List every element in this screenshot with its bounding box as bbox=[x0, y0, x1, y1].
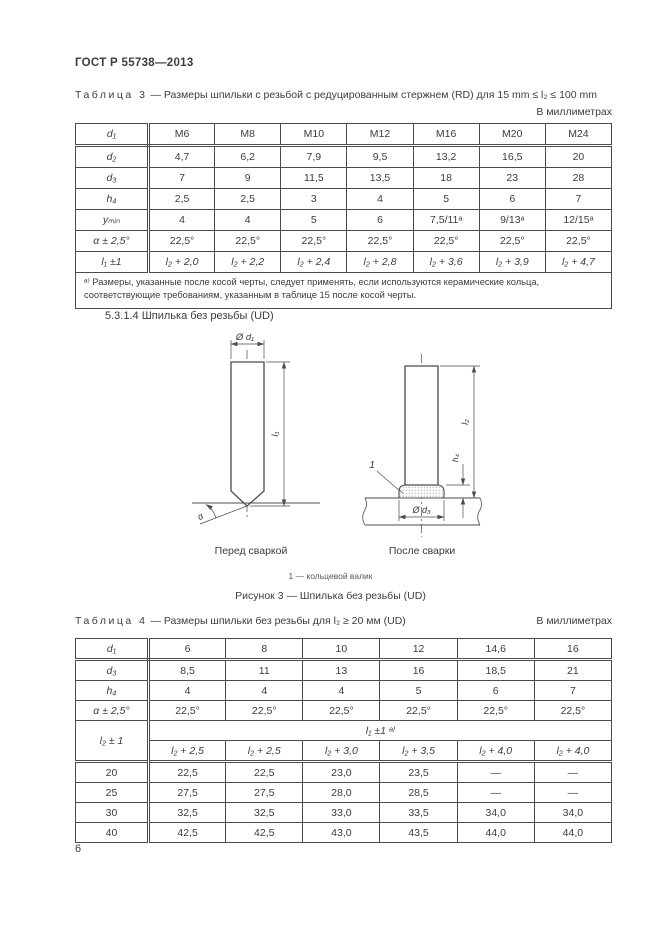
table-cell: 7 bbox=[149, 168, 215, 189]
column-header: M10 bbox=[281, 124, 347, 146]
callout-leader-line bbox=[377, 471, 403, 493]
column-header: 8 bbox=[226, 639, 303, 660]
table-cell: 4 bbox=[215, 210, 281, 231]
table4-ud-stud-dimensions bbox=[75, 638, 612, 843]
column-header: 6 bbox=[149, 639, 226, 660]
table-cell: 32,5 bbox=[149, 803, 226, 823]
table-cell: 22,5° bbox=[149, 231, 215, 252]
table4-units: В миллиметрах bbox=[536, 615, 612, 627]
table4-caption-label: Таблица 4 bbox=[75, 615, 148, 627]
table-cell: 18 bbox=[413, 168, 479, 189]
row-label: α ± 2,5° bbox=[76, 701, 149, 721]
table3-rd-stud-dimensions bbox=[75, 123, 612, 309]
table-cell: 28,0 bbox=[303, 783, 380, 803]
table3-caption-text: — Размеры шпильки с резьбой с редуцированным стержнем (RD) для 15 mm ≤ l₂ ≤ 100 mm bbox=[150, 89, 597, 101]
column-header: M16 bbox=[413, 124, 479, 146]
table4-caption-row bbox=[75, 615, 612, 627]
table-cell: 21 bbox=[534, 660, 611, 681]
table-row bbox=[76, 701, 612, 721]
table-cell: 28 bbox=[545, 168, 611, 189]
table-cell: l₂ + 3,9 bbox=[479, 252, 545, 273]
table-cell: 43,0 bbox=[303, 823, 380, 843]
table-cell: 5 bbox=[281, 210, 347, 231]
d1-diameter-label: Ø d₁ bbox=[235, 332, 255, 343]
table-cell: 22,5° bbox=[479, 231, 545, 252]
table-cell: 4 bbox=[303, 681, 380, 701]
table-row bbox=[76, 803, 612, 823]
caption-before-welding: Перед сваркой bbox=[214, 545, 288, 557]
figure3-stud-drawings bbox=[150, 330, 530, 565]
table-row bbox=[76, 146, 612, 168]
standard-number: ГОСТ Р 55738—2013 bbox=[75, 57, 194, 69]
table-cell: 7 bbox=[534, 681, 611, 701]
weld-collar bbox=[399, 485, 444, 498]
table-cell: 12/15ᵃ bbox=[545, 210, 611, 231]
plate-break-left bbox=[363, 498, 367, 525]
table-row bbox=[76, 741, 612, 762]
table-cell: l₂ + 3,0 bbox=[303, 741, 380, 762]
table-cell: 22,5° bbox=[303, 701, 380, 721]
table-cell: 6 bbox=[347, 210, 413, 231]
table-cell: 22,5° bbox=[413, 231, 479, 252]
table-cell: 7 bbox=[545, 189, 611, 210]
table-cell: — bbox=[534, 783, 611, 803]
table-cell: 33,0 bbox=[303, 803, 380, 823]
row-label: d₃ bbox=[76, 660, 149, 681]
table-cell: 5 bbox=[413, 189, 479, 210]
table4-caption-text: — Размеры шпильки без резьбы для l₂ ≥ 20 мм (UD) bbox=[150, 615, 406, 627]
table-cell: — bbox=[457, 762, 534, 783]
row-label: yₘᵢₙ bbox=[76, 210, 149, 231]
section-heading: 5.3.1.4 Шпилька без резьбы (UD) bbox=[105, 310, 274, 322]
table3-caption bbox=[75, 89, 635, 101]
table-cell: 2,5 bbox=[215, 189, 281, 210]
column-header: 10 bbox=[303, 639, 380, 660]
table-cell: 44,0 bbox=[457, 823, 534, 843]
table-cell: 22,5 bbox=[226, 762, 303, 783]
table-row bbox=[76, 823, 612, 843]
table-cell: 22,5° bbox=[281, 231, 347, 252]
table-cell: 22,5° bbox=[215, 231, 281, 252]
l1-merged-header: l₁ ±1 ᵃ⁾ bbox=[149, 721, 612, 741]
column-header: M6 bbox=[149, 124, 215, 146]
table4-caption bbox=[75, 615, 406, 627]
table-cell: — bbox=[457, 783, 534, 803]
table-cell: l₂ + 4,0 bbox=[457, 741, 534, 762]
table-header-row bbox=[76, 639, 612, 660]
table-cell: 7,5/11ᵃ bbox=[413, 210, 479, 231]
row-label: h₄ bbox=[76, 189, 149, 210]
table-cell: 23,5 bbox=[380, 762, 457, 783]
row-label: 20 bbox=[76, 762, 149, 783]
table-cell: 16 bbox=[380, 660, 457, 681]
table-cell: 43,5 bbox=[380, 823, 457, 843]
table-cell: 9,5 bbox=[347, 146, 413, 168]
table-cell: 32,5 bbox=[226, 803, 303, 823]
table-cell: l₂ + 2,0 bbox=[149, 252, 215, 273]
table-cell: 18,5 bbox=[457, 660, 534, 681]
table-cell: 22,5° bbox=[545, 231, 611, 252]
table-row bbox=[76, 210, 612, 231]
row-label: 40 bbox=[76, 823, 149, 843]
table-cell: 9/13ᵃ bbox=[479, 210, 545, 231]
column-header: d₁ bbox=[76, 124, 149, 146]
row-label: d₃ bbox=[76, 168, 149, 189]
table-header-row bbox=[76, 124, 612, 146]
d3-diameter-label: Ø d₃ bbox=[412, 505, 431, 515]
table-cell: 4 bbox=[347, 189, 413, 210]
weld-callout-number: 1 bbox=[369, 459, 375, 471]
table-row bbox=[76, 189, 612, 210]
column-header: M8 bbox=[215, 124, 281, 146]
table-cell: 34,0 bbox=[457, 803, 534, 823]
table3-units: В миллиметрах bbox=[536, 106, 612, 118]
table-cell: 11 bbox=[226, 660, 303, 681]
table-cell: l₂ + 2,5 bbox=[226, 741, 303, 762]
table-cell: 42,5 bbox=[226, 823, 303, 843]
h4-height-label: h₄ bbox=[450, 453, 460, 463]
table-cell: 11,5 bbox=[281, 168, 347, 189]
table-row bbox=[76, 762, 612, 783]
stud-body bbox=[405, 366, 438, 485]
table-cell: 22,5° bbox=[534, 701, 611, 721]
table-cell: 27,5 bbox=[149, 783, 226, 803]
table-cell: 16,5 bbox=[479, 146, 545, 168]
table-row bbox=[76, 783, 612, 803]
table-cell: l₂ + 2,4 bbox=[281, 252, 347, 273]
table-cell: 6 bbox=[479, 189, 545, 210]
table-row bbox=[76, 231, 612, 252]
footnote-text: ᵃ⁾ Размеры, указанные после косой черты, следует применять, если используются керамические кольца, соответствующие требованиям, указанным в таблице 15 после косой черты. bbox=[76, 273, 612, 309]
table-cell: 22,5° bbox=[457, 701, 534, 721]
table-cell: 27,5 bbox=[226, 783, 303, 803]
table3-caption-label: Таблица 3 bbox=[75, 89, 148, 101]
table-cell: 22,5° bbox=[226, 701, 303, 721]
caption-after-welding: После сварки bbox=[388, 545, 456, 557]
column-header: d₁ bbox=[76, 639, 149, 660]
row-label: d₂ bbox=[76, 146, 149, 168]
plate-break-right bbox=[478, 498, 482, 525]
table-cell: 3 bbox=[281, 189, 347, 210]
table-cell: l₂ + 2,8 bbox=[347, 252, 413, 273]
stud-body bbox=[231, 362, 264, 506]
table-row bbox=[76, 252, 612, 273]
table-cell: l₂ + 4,0 bbox=[534, 741, 611, 762]
l2-length-label: l₂ bbox=[460, 419, 471, 425]
table-cell: 4 bbox=[149, 681, 226, 701]
table-cell: 9 bbox=[215, 168, 281, 189]
table-cell: 23,0 bbox=[303, 762, 380, 783]
stud-before-welding-drawing bbox=[192, 340, 320, 524]
figure-caption: Рисунок 3 — Шпилька без резьбы (UD) bbox=[235, 590, 426, 602]
table-cell: l₂ + 2,2 bbox=[215, 252, 281, 273]
table-cell: 13 bbox=[303, 660, 380, 681]
table-row bbox=[76, 721, 612, 741]
table-cell: 20 bbox=[545, 146, 611, 168]
table-cell: l₂ + 2,5 bbox=[149, 741, 226, 762]
table-cell: 6 bbox=[457, 681, 534, 701]
table-cell: 22,5 bbox=[149, 762, 226, 783]
figure-legend: 1 — кольцевой валик bbox=[288, 571, 373, 581]
angle-leader-line bbox=[200, 506, 247, 524]
table-cell: 2,5 bbox=[149, 189, 215, 210]
table-cell: l₂ + 4,7 bbox=[545, 252, 611, 273]
table-cell: 5 bbox=[380, 681, 457, 701]
row-label: α ± 2,5° bbox=[76, 231, 149, 252]
table-footnote-row bbox=[76, 273, 612, 309]
table-cell: 22,5° bbox=[149, 701, 226, 721]
table-cell: 7,9 bbox=[281, 146, 347, 168]
column-header: 16 bbox=[534, 639, 611, 660]
table-cell: 33,5 bbox=[380, 803, 457, 823]
row-label-l2: l₂ ± 1 bbox=[76, 721, 149, 762]
table-cell: 4 bbox=[226, 681, 303, 701]
table-cell: 23 bbox=[479, 168, 545, 189]
table-cell: 44,0 bbox=[534, 823, 611, 843]
table-cell: 6,2 bbox=[215, 146, 281, 168]
row-label: 25 bbox=[76, 783, 149, 803]
table-cell: 13,5 bbox=[347, 168, 413, 189]
page-number: 6 bbox=[75, 843, 82, 855]
column-header: 12 bbox=[380, 639, 457, 660]
column-header: M20 bbox=[479, 124, 545, 146]
table-cell: 4 bbox=[149, 210, 215, 231]
table-cell: 28,5 bbox=[380, 783, 457, 803]
table-row bbox=[76, 660, 612, 681]
row-label: 30 bbox=[76, 803, 149, 823]
table-cell: 42,5 bbox=[149, 823, 226, 843]
table-cell: 34,0 bbox=[534, 803, 611, 823]
table-cell: 4,7 bbox=[149, 146, 215, 168]
table-cell: l₂ + 3,5 bbox=[380, 741, 457, 762]
table-row bbox=[76, 168, 612, 189]
row-label: h₄ bbox=[76, 681, 149, 701]
angle-arc bbox=[206, 505, 216, 519]
table-cell: 22,5° bbox=[347, 231, 413, 252]
table-cell: 8,5 bbox=[149, 660, 226, 681]
table-cell: l₂ + 3,6 bbox=[413, 252, 479, 273]
table-cell: 13,2 bbox=[413, 146, 479, 168]
column-header: M24 bbox=[545, 124, 611, 146]
column-header: M12 bbox=[347, 124, 413, 146]
column-header: 14,6 bbox=[457, 639, 534, 660]
alpha-angle-label: α bbox=[195, 510, 206, 523]
table-cell: 22,5° bbox=[380, 701, 457, 721]
table-cell: — bbox=[534, 762, 611, 783]
table-row bbox=[76, 681, 612, 701]
row-label: l₁ ±1 bbox=[76, 252, 149, 273]
l1-length-label: l₁ bbox=[270, 431, 281, 437]
